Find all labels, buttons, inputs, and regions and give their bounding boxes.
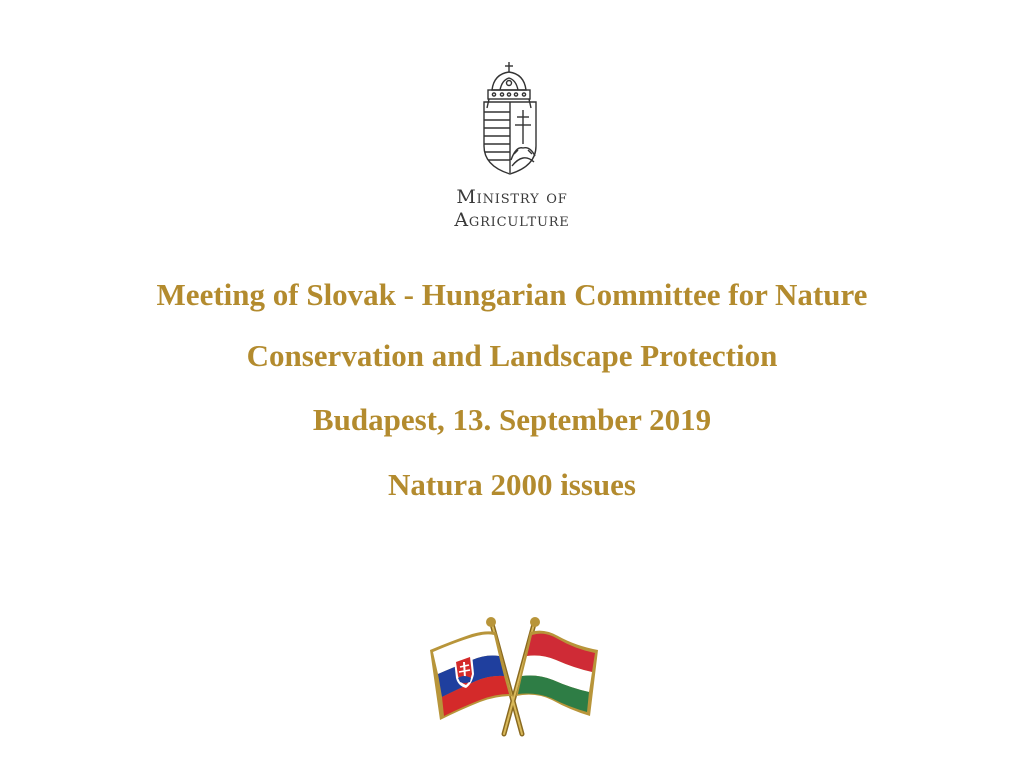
title-date-line: Budapest, 13. September 2019 <box>312 402 712 437</box>
title-line-2: Conservation and Landscape Protection <box>246 338 778 373</box>
ministry-name <box>412 186 612 232</box>
title-line-1: Meeting of Slovak - Hungarian Committee for Nature <box>156 277 868 312</box>
ministry-name-line1: Ministry of <box>456 186 568 208</box>
coat-of-arms-icon <box>478 60 546 180</box>
crossed-flags-icon <box>424 612 602 738</box>
hungarian-flag-icon <box>516 631 598 716</box>
title-topic-line: Natura 2000 issues <box>387 467 636 502</box>
ministry-name-line2: Agriculture <box>454 209 570 231</box>
